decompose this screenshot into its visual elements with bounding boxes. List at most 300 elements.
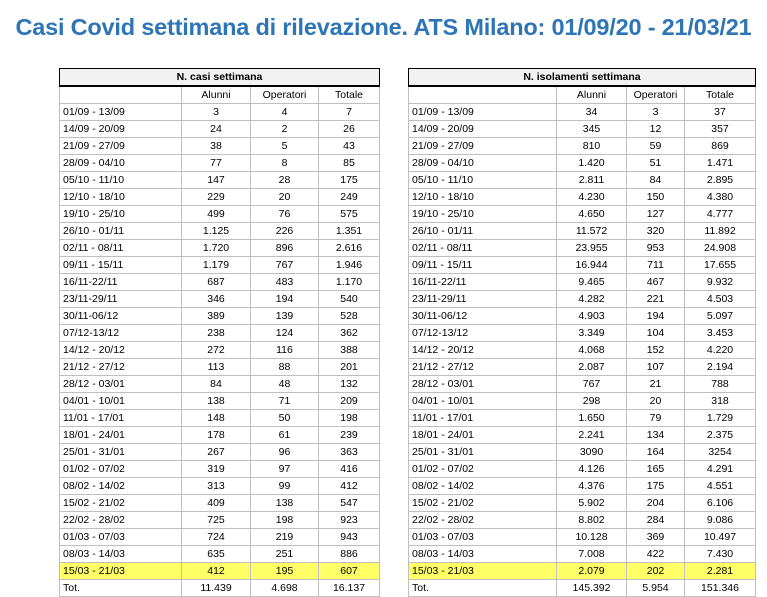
alunni-cell: 113 <box>182 359 251 376</box>
table-row <box>409 325 756 342</box>
period-cell: Tot. <box>60 580 182 597</box>
alunni-cell: 499 <box>182 206 251 223</box>
totale-cell: 209 <box>319 393 380 410</box>
period-cell: 14/12 - 20/12 <box>60 342 182 359</box>
totale-cell: 416 <box>319 461 380 478</box>
alunni-cell: 24 <box>182 121 251 138</box>
totale-cell: 6.106 <box>685 495 756 512</box>
operatori-cell: 195 <box>251 563 319 580</box>
table-header-row <box>60 86 380 104</box>
alunni-cell: 23.955 <box>557 240 627 257</box>
operatori-cell: 221 <box>627 291 685 308</box>
alunni-cell: 267 <box>182 444 251 461</box>
alunni-cell: 3 <box>182 104 251 121</box>
totale-cell: 7.430 <box>685 546 756 563</box>
alunni-cell: 3.349 <box>557 325 627 342</box>
table-row <box>60 121 380 138</box>
period-cell: 15/02 - 21/02 <box>60 495 182 512</box>
alunni-cell: 138 <box>182 393 251 410</box>
operatori-cell: 71 <box>251 393 319 410</box>
operatori-cell: 896 <box>251 240 319 257</box>
header-totale: Totale <box>685 86 756 104</box>
operatori-cell: 251 <box>251 546 319 563</box>
totale-cell: 923 <box>319 512 380 529</box>
table-row <box>60 189 380 206</box>
totale-cell: 2.375 <box>685 427 756 444</box>
table-row <box>60 444 380 461</box>
table-row <box>60 291 380 308</box>
header-totale: Totale <box>319 86 380 104</box>
totale-cell: 9.932 <box>685 274 756 291</box>
alunni-cell: 389 <box>182 308 251 325</box>
alunni-cell: 38 <box>182 138 251 155</box>
alunni-cell: 345 <box>557 121 627 138</box>
totale-cell: 198 <box>319 410 380 427</box>
totale-cell: 26 <box>319 121 380 138</box>
table-row <box>60 325 380 342</box>
alunni-cell: 11.439 <box>182 580 251 597</box>
period-cell: 19/10 - 25/10 <box>60 206 182 223</box>
totale-cell: 9.086 <box>685 512 756 529</box>
totale-cell: 132 <box>319 376 380 393</box>
table-row <box>60 274 380 291</box>
operatori-cell: 467 <box>627 274 685 291</box>
table-row <box>409 121 756 138</box>
totale-cell: 151.346 <box>685 580 756 597</box>
alunni-cell: 4.376 <box>557 478 627 495</box>
table-title-row <box>60 69 380 87</box>
operatori-cell: 61 <box>251 427 319 444</box>
table-header-row <box>409 86 756 104</box>
period-cell: 09/11 - 15/11 <box>60 257 182 274</box>
table-row <box>60 461 380 478</box>
totale-cell: 547 <box>319 495 380 512</box>
alunni-cell: 346 <box>182 291 251 308</box>
period-cell: 21/09 - 27/09 <box>60 138 182 155</box>
alunni-cell: 2.241 <box>557 427 627 444</box>
header-period <box>60 86 182 104</box>
period-cell: 26/10 - 01/11 <box>409 223 557 240</box>
header-operatori: Operatori <box>251 86 319 104</box>
totale-cell: 318 <box>685 393 756 410</box>
period-cell: 18/01 - 24/01 <box>60 427 182 444</box>
alunni-cell: 635 <box>182 546 251 563</box>
totale-cell: 5.097 <box>685 308 756 325</box>
operatori-cell: 124 <box>251 325 319 342</box>
totale-cell: 10.497 <box>685 529 756 546</box>
table-title-row <box>409 69 756 87</box>
totale-cell: 1.946 <box>319 257 380 274</box>
table-row <box>409 308 756 325</box>
alunni-cell: 313 <box>182 478 251 495</box>
alunni-cell: 229 <box>182 189 251 206</box>
period-cell: 21/09 - 27/09 <box>409 138 557 155</box>
table-row <box>409 342 756 359</box>
alunni-cell: 147 <box>182 172 251 189</box>
alunni-cell: 4.282 <box>557 291 627 308</box>
alunni-cell: 272 <box>182 342 251 359</box>
operatori-cell: 3 <box>627 104 685 121</box>
operatori-cell: 96 <box>251 444 319 461</box>
alunni-cell: 810 <box>557 138 627 155</box>
table-row <box>60 104 380 121</box>
period-cell: 14/09 - 20/09 <box>409 121 557 138</box>
table-row <box>409 291 756 308</box>
operatori-cell: 219 <box>251 529 319 546</box>
operatori-cell: 4.698 <box>251 580 319 597</box>
operatori-cell: 953 <box>627 240 685 257</box>
period-cell: 22/02 - 28/02 <box>409 512 557 529</box>
alunni-cell: 4.068 <box>557 342 627 359</box>
alunni-cell: 10.128 <box>557 529 627 546</box>
totale-cell: 249 <box>319 189 380 206</box>
table-row <box>60 427 380 444</box>
period-cell: 16/11-22/11 <box>60 274 182 291</box>
table-row <box>409 138 756 155</box>
table-row <box>60 563 380 580</box>
operatori-cell: 76 <box>251 206 319 223</box>
period-cell: 23/11-29/11 <box>409 291 557 308</box>
period-cell: 28/12 - 03/01 <box>409 376 557 393</box>
alunni-cell: 8.802 <box>557 512 627 529</box>
period-cell: 11/01 - 17/01 <box>409 410 557 427</box>
alunni-cell: 238 <box>182 325 251 342</box>
alunni-cell: 687 <box>182 274 251 291</box>
period-cell: 01/02 - 07/02 <box>409 461 557 478</box>
totale-cell: 4.220 <box>685 342 756 359</box>
table-row <box>60 138 380 155</box>
total-row <box>409 580 756 597</box>
table-row <box>60 308 380 325</box>
operatori-cell: 134 <box>627 427 685 444</box>
header-alunni: Alunni <box>557 86 627 104</box>
period-cell: 21/12 - 27/12 <box>60 359 182 376</box>
operatori-cell: 88 <box>251 359 319 376</box>
table-row <box>409 359 756 376</box>
alunni-cell: 4.230 <box>557 189 627 206</box>
totale-cell: 575 <box>319 206 380 223</box>
period-cell: 22/02 - 28/02 <box>60 512 182 529</box>
alunni-cell: 1.179 <box>182 257 251 274</box>
header-period <box>409 86 557 104</box>
period-cell: 02/11 - 08/11 <box>60 240 182 257</box>
operatori-cell: 107 <box>627 359 685 376</box>
table-row <box>409 223 756 240</box>
alunni-cell: 4.650 <box>557 206 627 223</box>
table-row <box>409 512 756 529</box>
table-row <box>60 393 380 410</box>
totale-cell: 4.380 <box>685 189 756 206</box>
alunni-cell: 148 <box>182 410 251 427</box>
alunni-cell: 9.465 <box>557 274 627 291</box>
table-row <box>409 410 756 427</box>
operatori-cell: 12 <box>627 121 685 138</box>
period-cell: 14/09 - 20/09 <box>60 121 182 138</box>
alunni-cell: 412 <box>182 563 251 580</box>
totale-cell: 2.616 <box>319 240 380 257</box>
table-row <box>409 529 756 546</box>
operatori-cell: 152 <box>627 342 685 359</box>
alunni-cell: 16.944 <box>557 257 627 274</box>
table-row <box>60 206 380 223</box>
totale-cell: 43 <box>319 138 380 155</box>
operatori-cell: 20 <box>627 393 685 410</box>
totale-cell: 1.471 <box>685 155 756 172</box>
alunni-cell: 767 <box>557 376 627 393</box>
table-row <box>409 478 756 495</box>
table-row <box>409 546 756 563</box>
operatori-cell: 28 <box>251 172 319 189</box>
totale-cell: 4.777 <box>685 206 756 223</box>
totale-cell: 528 <box>319 308 380 325</box>
totale-cell: 1.170 <box>319 274 380 291</box>
operatori-cell: 369 <box>627 529 685 546</box>
table-row <box>409 444 756 461</box>
operatori-cell: 8 <box>251 155 319 172</box>
operatori-cell: 2 <box>251 121 319 138</box>
period-cell: 23/11-29/11 <box>60 291 182 308</box>
totale-cell: 886 <box>319 546 380 563</box>
period-cell: 30/11-06/12 <box>409 308 557 325</box>
alunni-cell: 7.008 <box>557 546 627 563</box>
alunni-cell: 145.392 <box>557 580 627 597</box>
totale-cell: 4.291 <box>685 461 756 478</box>
totale-cell: 362 <box>319 325 380 342</box>
alunni-cell: 409 <box>182 495 251 512</box>
operatori-cell: 4 <box>251 104 319 121</box>
period-cell: 14/12 - 20/12 <box>409 342 557 359</box>
table-row <box>409 189 756 206</box>
operatori-cell: 20 <box>251 189 319 206</box>
totale-cell: 7 <box>319 104 380 121</box>
operatori-cell: 79 <box>627 410 685 427</box>
period-cell: Tot. <box>409 580 557 597</box>
period-cell: 26/10 - 01/11 <box>60 223 182 240</box>
table-row <box>409 393 756 410</box>
period-cell: 12/10 - 18/10 <box>60 189 182 206</box>
table-row <box>409 495 756 512</box>
table-row <box>409 104 756 121</box>
totale-cell: 2.281 <box>685 563 756 580</box>
period-cell: 05/10 - 11/10 <box>60 172 182 189</box>
table-row <box>60 529 380 546</box>
period-cell: 15/03 - 21/03 <box>60 563 182 580</box>
period-cell: 08/03 - 14/03 <box>409 546 557 563</box>
alunni-cell: 77 <box>182 155 251 172</box>
operatori-cell: 59 <box>627 138 685 155</box>
table-row <box>60 376 380 393</box>
table-row <box>409 274 756 291</box>
totale-cell: 239 <box>319 427 380 444</box>
totale-cell: 85 <box>319 155 380 172</box>
period-cell: 07/12-13/12 <box>60 325 182 342</box>
totale-cell: 788 <box>685 376 756 393</box>
table-row <box>409 427 756 444</box>
table-row <box>60 359 380 376</box>
header-operatori: Operatori <box>627 86 685 104</box>
totale-cell: 1.729 <box>685 410 756 427</box>
operatori-cell: 422 <box>627 546 685 563</box>
table-row <box>409 240 756 257</box>
table-row <box>60 155 380 172</box>
period-cell: 05/10 - 11/10 <box>409 172 557 189</box>
operatori-cell: 204 <box>627 495 685 512</box>
operatori-cell: 165 <box>627 461 685 478</box>
casi-table <box>59 68 380 597</box>
period-cell: 15/03 - 21/03 <box>409 563 557 580</box>
operatori-cell: 5.954 <box>627 580 685 597</box>
period-cell: 25/01 - 31/01 <box>409 444 557 461</box>
alunni-cell: 4.126 <box>557 461 627 478</box>
totale-cell: 17.655 <box>685 257 756 274</box>
period-cell: 28/09 - 04/10 <box>60 155 182 172</box>
totale-cell: 3.453 <box>685 325 756 342</box>
period-cell: 30/11-06/12 <box>60 308 182 325</box>
table-row <box>409 172 756 189</box>
operatori-cell: 320 <box>627 223 685 240</box>
operatori-cell: 483 <box>251 274 319 291</box>
alunni-cell: 11.572 <box>557 223 627 240</box>
period-cell: 09/11 - 15/11 <box>409 257 557 274</box>
table-row <box>60 410 380 427</box>
period-cell: 08/02 - 14/02 <box>409 478 557 495</box>
operatori-cell: 175 <box>627 478 685 495</box>
period-cell: 01/09 - 13/09 <box>409 104 557 121</box>
operatori-cell: 127 <box>627 206 685 223</box>
alunni-cell: 178 <box>182 427 251 444</box>
period-cell: 01/03 - 07/03 <box>60 529 182 546</box>
period-cell: 01/09 - 13/09 <box>60 104 182 121</box>
alunni-cell: 298 <box>557 393 627 410</box>
totale-cell: 412 <box>319 478 380 495</box>
table-row <box>60 495 380 512</box>
totale-cell: 943 <box>319 529 380 546</box>
table-title: N. isolamenti settimana <box>409 69 756 87</box>
alunni-cell: 2.079 <box>557 563 627 580</box>
isolamenti-table <box>408 68 756 597</box>
alunni-cell: 724 <box>182 529 251 546</box>
totale-cell: 357 <box>685 121 756 138</box>
operatori-cell: 139 <box>251 308 319 325</box>
totale-cell: 869 <box>685 138 756 155</box>
table-row <box>409 563 756 580</box>
operatori-cell: 50 <box>251 410 319 427</box>
table-row <box>409 461 756 478</box>
header-alunni: Alunni <box>182 86 251 104</box>
alunni-cell: 1.650 <box>557 410 627 427</box>
period-cell: 08/02 - 14/02 <box>60 478 182 495</box>
totale-cell: 11.892 <box>685 223 756 240</box>
table-row <box>409 376 756 393</box>
totale-cell: 363 <box>319 444 380 461</box>
period-cell: 04/01 - 10/01 <box>409 393 557 410</box>
table-row <box>60 342 380 359</box>
table-row <box>60 478 380 495</box>
period-cell: 18/01 - 24/01 <box>409 427 557 444</box>
total-row <box>60 580 380 597</box>
operatori-cell: 116 <box>251 342 319 359</box>
totale-cell: 24.908 <box>685 240 756 257</box>
totale-cell: 37 <box>685 104 756 121</box>
operatori-cell: 104 <box>627 325 685 342</box>
operatori-cell: 21 <box>627 376 685 393</box>
totale-cell: 540 <box>319 291 380 308</box>
operatori-cell: 711 <box>627 257 685 274</box>
operatori-cell: 51 <box>627 155 685 172</box>
alunni-cell: 34 <box>557 104 627 121</box>
operatori-cell: 226 <box>251 223 319 240</box>
totale-cell: 3254 <box>685 444 756 461</box>
table-row <box>409 155 756 172</box>
totale-cell: 2.194 <box>685 359 756 376</box>
table-title: N. casi settimana <box>60 69 380 87</box>
period-cell: 01/03 - 07/03 <box>409 529 557 546</box>
period-cell: 02/11 - 08/11 <box>409 240 557 257</box>
operatori-cell: 198 <box>251 512 319 529</box>
operatori-cell: 150 <box>627 189 685 206</box>
table-row <box>409 257 756 274</box>
alunni-cell: 3090 <box>557 444 627 461</box>
period-cell: 04/01 - 10/01 <box>60 393 182 410</box>
period-cell: 19/10 - 25/10 <box>409 206 557 223</box>
operatori-cell: 97 <box>251 461 319 478</box>
alunni-cell: 725 <box>182 512 251 529</box>
alunni-cell: 1.420 <box>557 155 627 172</box>
totale-cell: 607 <box>319 563 380 580</box>
table-row <box>60 546 380 563</box>
alunni-cell: 84 <box>182 376 251 393</box>
period-cell: 15/02 - 21/02 <box>409 495 557 512</box>
operatori-cell: 5 <box>251 138 319 155</box>
totale-cell: 388 <box>319 342 380 359</box>
operatori-cell: 194 <box>627 308 685 325</box>
alunni-cell: 5.902 <box>557 495 627 512</box>
operatori-cell: 767 <box>251 257 319 274</box>
totale-cell: 4.551 <box>685 478 756 495</box>
totale-cell: 16.137 <box>319 580 380 597</box>
alunni-cell: 4.903 <box>557 308 627 325</box>
table-row <box>60 257 380 274</box>
period-cell: 16/11-22/11 <box>409 274 557 291</box>
period-cell: 08/03 - 14/03 <box>60 546 182 563</box>
operatori-cell: 194 <box>251 291 319 308</box>
totale-cell: 175 <box>319 172 380 189</box>
table-row <box>60 223 380 240</box>
operatori-cell: 138 <box>251 495 319 512</box>
table-row <box>60 172 380 189</box>
period-cell: 12/10 - 18/10 <box>409 189 557 206</box>
totale-cell: 1.351 <box>319 223 380 240</box>
operatori-cell: 99 <box>251 478 319 495</box>
period-cell: 21/12 - 27/12 <box>409 359 557 376</box>
operatori-cell: 202 <box>627 563 685 580</box>
page-title: Casi Covid settimana di rilevazione. ATS Milano: 01/09/20 - 21/03/21 <box>15 14 752 40</box>
alunni-cell: 1.720 <box>182 240 251 257</box>
table-row <box>409 206 756 223</box>
period-cell: 28/12 - 03/01 <box>60 376 182 393</box>
alunni-cell: 2.811 <box>557 172 627 189</box>
table-row <box>60 512 380 529</box>
totale-cell: 201 <box>319 359 380 376</box>
table-row <box>60 240 380 257</box>
period-cell: 01/02 - 07/02 <box>60 461 182 478</box>
alunni-cell: 1.125 <box>182 223 251 240</box>
totale-cell: 4.503 <box>685 291 756 308</box>
period-cell: 25/01 - 31/01 <box>60 444 182 461</box>
operatori-cell: 284 <box>627 512 685 529</box>
operatori-cell: 48 <box>251 376 319 393</box>
alunni-cell: 319 <box>182 461 251 478</box>
